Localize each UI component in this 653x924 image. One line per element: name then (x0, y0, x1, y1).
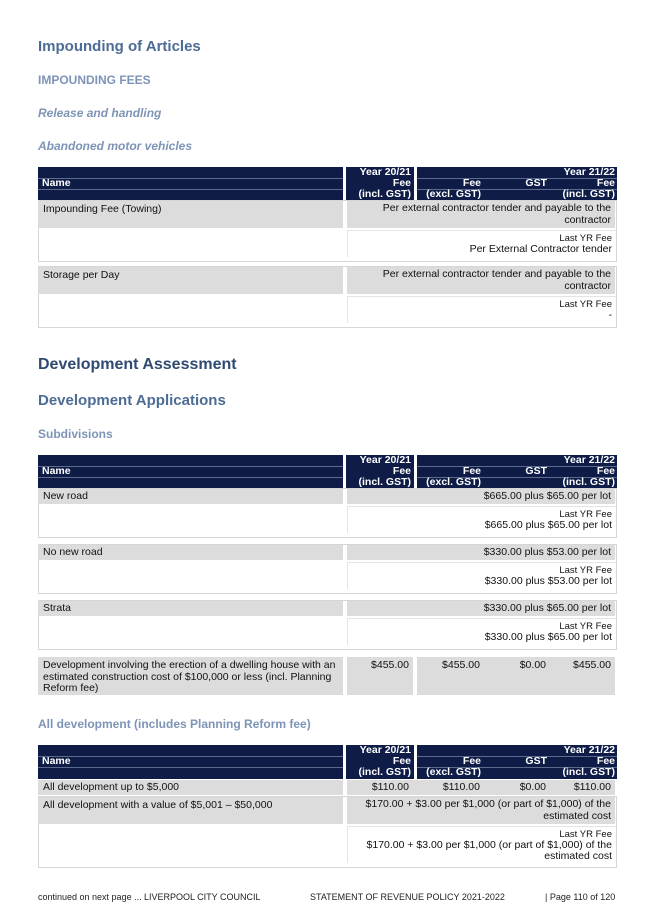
last-yr-cell (347, 296, 616, 323)
fee-value-cont: contractor (564, 279, 611, 292)
col-incl-prev: (incl. GST) (358, 188, 411, 200)
col-year-prev: Year 20/21 (359, 166, 411, 178)
col-fee-incl: Fee (596, 755, 615, 767)
row-name-cell (38, 780, 343, 795)
fee-name: All development with a value of $5,001 – $50,000 (43, 799, 273, 811)
col-fee-excl: Fee (462, 755, 481, 767)
fee-value: $170.00 + $3.00 per $1,000 (or part of $1,000) of the (365, 798, 611, 810)
row-name-cell (38, 797, 343, 824)
last-yr-value: Per External Contractor tender (469, 243, 612, 255)
col-excl: (excl. GST) (426, 476, 481, 488)
footer-continued: continued on next page ... (38, 892, 142, 902)
last-yr-cell (347, 618, 616, 645)
col-year-prev: Year 20/21 (359, 454, 411, 466)
fee-incl: $455.00 (573, 659, 611, 671)
fee-name: Storage per Day (43, 269, 120, 281)
fee-name: Impounding Fee (Towing) (43, 203, 162, 215)
col-fee-prev: Fee (392, 465, 411, 477)
fee-name: No new road (43, 546, 103, 558)
last-yr-label: Last YR Fee (559, 565, 612, 576)
col-fee-excl: Fee (462, 465, 481, 477)
heading-development-assessment: Development Assessment (38, 356, 237, 373)
fee-excl: $110.00 (442, 781, 480, 793)
gst-value: $0.00 (519, 659, 546, 671)
heading-subdivisions: Subdivisions (38, 427, 113, 441)
row-name-cell (38, 545, 343, 560)
fee-name: Strata (43, 602, 72, 614)
col-fee-excl: Fee (462, 177, 481, 189)
fee-value-cont: estimated cost (543, 809, 611, 822)
heading-impounding-fees: IMPOUNDING FEES (38, 73, 151, 87)
fee-value: Per external contractor tender and payable to the (382, 202, 611, 214)
row-fee-cell (347, 489, 615, 504)
prev-fee: $110.00 (371, 781, 409, 793)
fee-name: All development up to $5,000 (43, 781, 180, 793)
fee-value: $330.00 plus $65.00 per lot (483, 602, 611, 614)
col-gst: GST (525, 177, 547, 189)
row-fee-cell (347, 545, 615, 560)
last-yr-value-cont: estimated cost (544, 850, 612, 862)
col-fee-prev: Fee (392, 177, 411, 189)
fee-excl: $455.00 (442, 659, 480, 671)
row-fee-cell (347, 780, 615, 795)
fee-name-cont2: Reform fee) (43, 682, 99, 694)
fee-name-cont: estimated construction cost of $100,000 or less (incl. Planning (43, 670, 332, 683)
table-header (38, 745, 617, 779)
row-fee-cell (347, 267, 615, 294)
col-incl-prev: (incl. GST) (358, 476, 411, 488)
col-incl-prev: (incl. GST) (358, 766, 411, 778)
row-name-cell (38, 267, 343, 294)
heading-all-development: All development (includes Planning Reform fee) (38, 717, 311, 731)
heading-abandoned-vehicles: Abandoned motor vehicles (38, 139, 193, 153)
col-incl: (incl. GST) (562, 766, 615, 778)
footer-council: LIVERPOOL CITY COUNCIL (144, 892, 261, 902)
last-yr-cell (347, 506, 616, 533)
col-excl: (excl. GST) (426, 188, 481, 200)
last-yr-value: $330.00 plus $65.00 per lot (484, 631, 612, 643)
last-yr-cell (347, 562, 616, 589)
col-incl: (incl. GST) (562, 188, 615, 200)
fee-name: New road (43, 490, 88, 502)
last-yr-label: Last YR Fee (559, 509, 612, 520)
col-fee-incl: Fee (596, 177, 615, 189)
row-fee-cell (347, 797, 615, 824)
last-yr-label: Last YR Fee (559, 233, 612, 244)
last-yr-cell (347, 230, 616, 257)
col-incl: (incl. GST) (562, 476, 615, 488)
row-name-cell (38, 601, 343, 616)
fee-value: Per external contractor tender and payable to the (382, 268, 611, 280)
last-yr-value: $170.00 + $3.00 per $1,000 (or part of $1,000) of the (366, 839, 612, 851)
dwelling-name-cell (38, 657, 343, 695)
last-yr-cell (347, 826, 616, 863)
col-name: Name (42, 177, 71, 189)
prev-fee: $455.00 (371, 659, 409, 671)
gst-value: $0.00 (519, 781, 546, 793)
row-name-cell (38, 489, 343, 504)
col-excl: (excl. GST) (426, 766, 481, 778)
col-year-curr: Year 21/22 (563, 454, 615, 466)
table-header (38, 167, 617, 201)
col-year-prev: Year 20/21 (359, 744, 411, 756)
last-yr-value: $665.00 plus $65.00 per lot (484, 519, 612, 531)
heading-impounding-articles: Impounding of Articles (38, 38, 201, 55)
col-fee-prev: Fee (392, 755, 411, 767)
row-fee-cell (347, 201, 615, 228)
heading-development-applications: Development Applications (38, 392, 226, 409)
col-year-curr: Year 21/22 (563, 744, 615, 756)
col-fee-incl: Fee (596, 465, 615, 477)
row-name-cell (38, 201, 343, 228)
last-yr-value: $330.00 plus $53.00 per lot (484, 575, 612, 587)
prev-fee-cell (347, 657, 413, 695)
col-gst: GST (525, 755, 547, 767)
curr-fee-cell (417, 657, 615, 695)
fee-value: $330.00 plus $53.00 per lot (483, 546, 611, 558)
col-name: Name (42, 465, 71, 477)
footer-page-number: | Page 110 of 120 (545, 892, 616, 902)
col-year-curr: Year 21/22 (563, 166, 615, 178)
footer-statement: STATEMENT OF REVENUE POLICY 2021-2022 (310, 892, 505, 902)
fee-name: Development involving the erection of a dwelling house with an (43, 659, 336, 671)
last-yr-label: Last YR Fee (559, 621, 612, 632)
heading-release-handling: Release and handling (38, 106, 162, 120)
fee-incl: $110.00 (573, 781, 611, 793)
last-yr-label: Last YR Fee (559, 829, 612, 840)
table-header (38, 455, 617, 489)
col-name: Name (42, 755, 71, 767)
row-fee-cell (347, 601, 615, 616)
fee-value: $665.00 plus $65.00 per lot (483, 490, 611, 502)
fee-value-cont: contractor (564, 213, 611, 226)
col-gst: GST (525, 465, 547, 477)
last-yr-value: - (608, 309, 612, 321)
last-yr-label: Last YR Fee (559, 299, 612, 310)
